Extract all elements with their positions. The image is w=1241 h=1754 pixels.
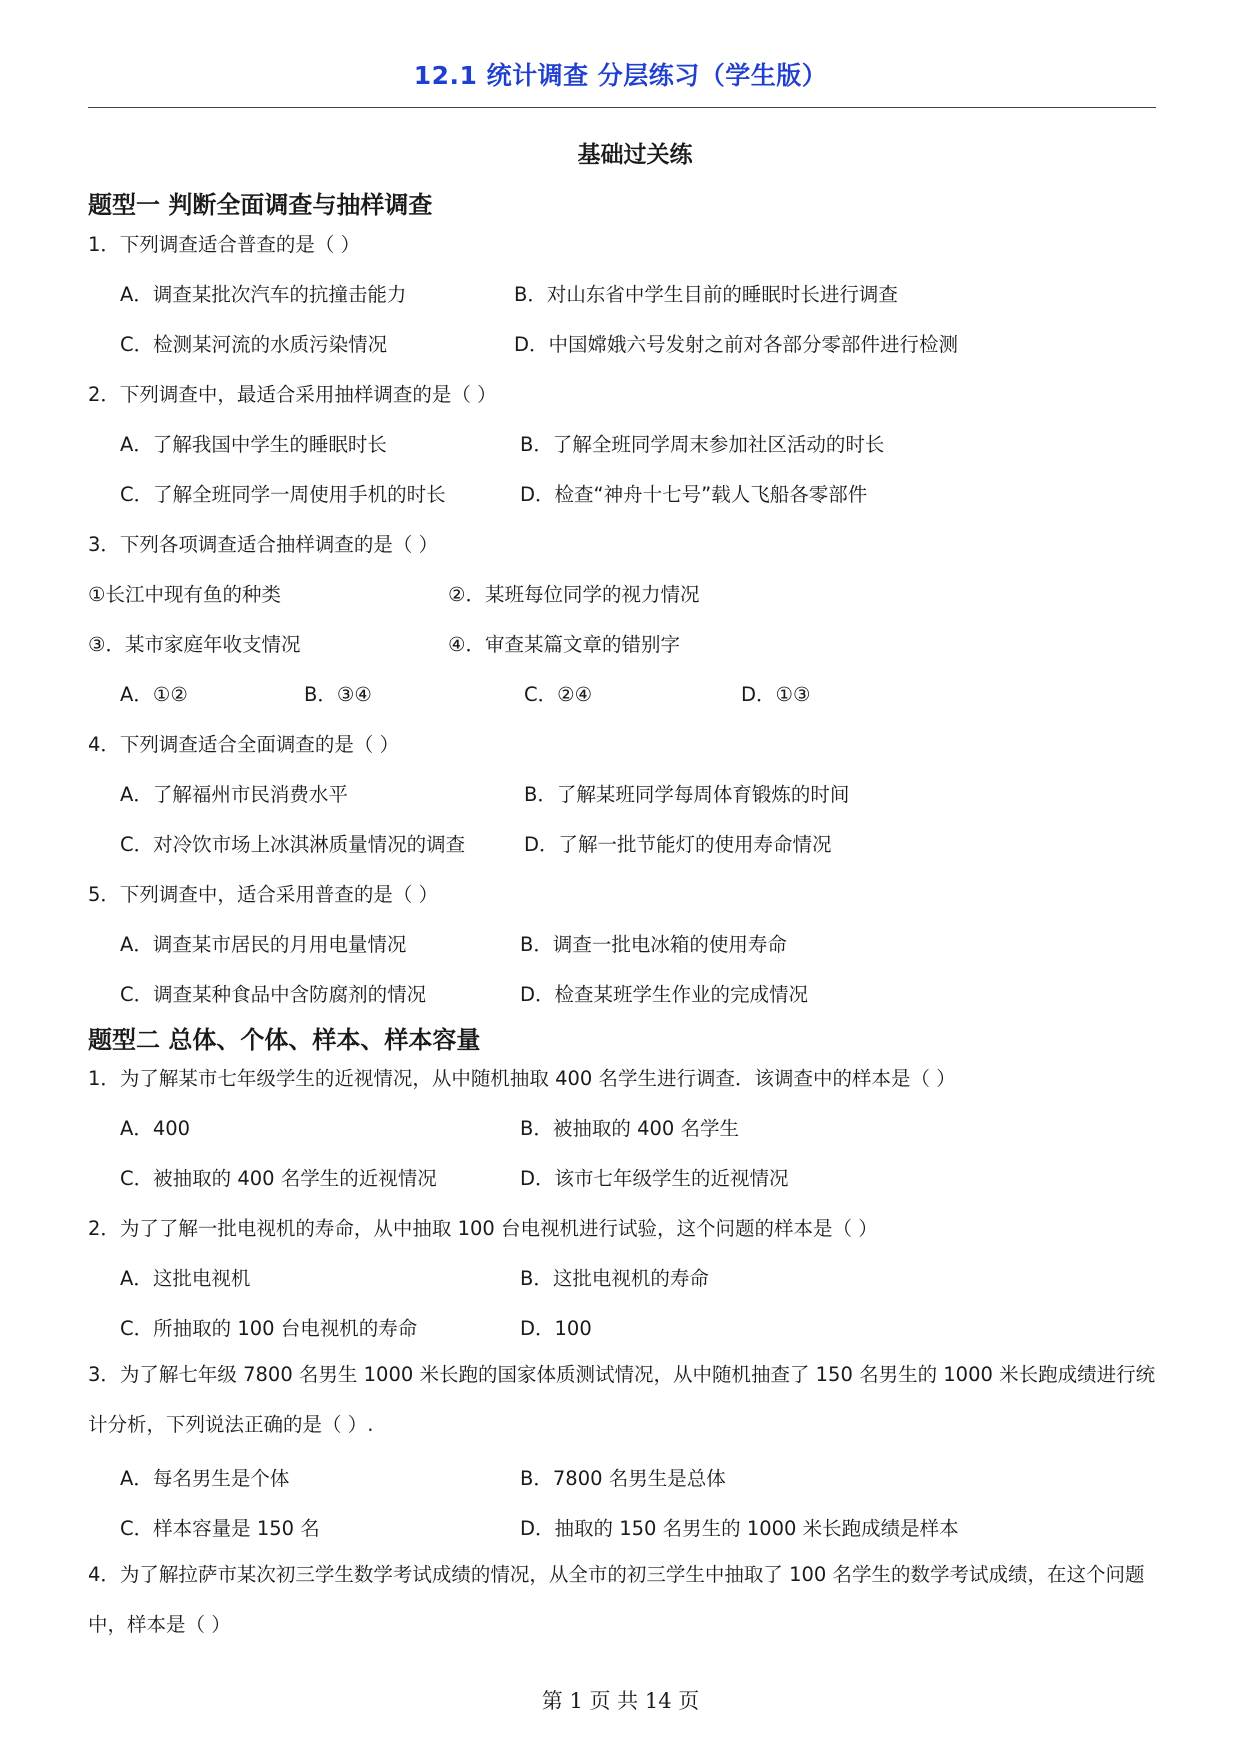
t1-q3-stem: 3．下列各项调查适合抽样调查的是（ ） xyxy=(88,533,439,556)
t2-q2-option-d: D．100 xyxy=(520,1317,592,1340)
t1-q3-option-c: C．②④ xyxy=(524,683,593,706)
t1-q2-option-a: A．了解我国中学生的睡眠时长 xyxy=(120,433,387,456)
t1-q2-option-d: D．检查“神舟十七号”载人飞船各零部件 xyxy=(520,483,868,506)
t2-q2-option-a: A．这批电视机 xyxy=(120,1267,251,1290)
t1-q3-item-4: ④．审查某篇文章的错别字 xyxy=(448,633,680,656)
page-title: 12.1 统计调查 分层练习（学生版） xyxy=(413,61,828,90)
question-type-2-heading: 题型二 总体、个体、样本、样本容量 xyxy=(88,1026,481,1054)
t1-q3-option-b: B．③④ xyxy=(304,683,372,706)
t1-q4-option-b: B．了解某班同学每周体育锻炼的时间 xyxy=(524,783,850,806)
t1-q2-option-b: B．了解全班同学周末参加社区活动的时长 xyxy=(520,433,885,456)
t1-q1-stem: 1．下列调查适合普查的是（ ） xyxy=(88,233,361,256)
t1-q4-option-d: D．了解一批节能灯的使用寿命情况 xyxy=(524,833,832,856)
t1-q1-option-d: D．中国嫦娥六号发射之前对各部分零部件进行检测 xyxy=(514,333,959,356)
t1-q5-option-a: A．调查某市居民的月用电量情况 xyxy=(120,933,407,956)
t2-q3-option-a: A．每名男生是个体 xyxy=(120,1467,290,1490)
t1-q2-option-c: C．了解全班同学一周使用手机的时长 xyxy=(120,483,446,506)
t1-q4-option-a: A．了解福州市民消费水平 xyxy=(120,783,348,806)
t1-q3-option-a: A．①② xyxy=(120,683,188,706)
page-number-text: 第 1 页 共 14 页 xyxy=(541,1689,700,1713)
t2-q3-stem: 3．为了解七年级 7800 名男生 1000 米长跑的国家体质测试情况，从中随机抽查了 150 名男生的 1000 米长跑成绩进行统计分析，下列说法正确的是（ ）. xyxy=(88,1363,1156,1436)
t2-q3-option-d: D．抽取的 150 名男生的 1000 米长跑成绩是样本 xyxy=(520,1517,959,1540)
t2-q1-option-b: B．被抽取的 400 名学生 xyxy=(520,1117,739,1140)
t2-q3-option-c: C．样本容量是 150 名 xyxy=(120,1517,320,1540)
t1-q3-item-1: ①长江中现有鱼的种类 xyxy=(88,583,281,606)
t1-q3-item-2: ②．某班每位同学的视力情况 xyxy=(448,583,700,606)
t1-q1-option-a: A．调查某批次汽车的抗撞击能力 xyxy=(120,283,407,306)
section-title: 基础过关练 xyxy=(577,142,693,168)
t2-q1-stem: 1．为了解某市七年级学生的近视情况，从中随机抽取 400 名学生进行调查．该调查中的样本是（ ） xyxy=(88,1067,956,1090)
t2-q1-option-d: D．该市七年级学生的近视情况 xyxy=(520,1167,789,1190)
t1-q1-option-c: C．检测某河流的水质污染情况 xyxy=(120,333,388,356)
page-number-footer xyxy=(0,1685,1241,1715)
t2-q2-stem: 2．为了了解一批电视机的寿命，从中抽取 100 台电视机进行试验，这个问题的样本是（ ） xyxy=(88,1217,878,1240)
question-type-1-heading: 题型一 判断全面调查与抽样调查 xyxy=(88,191,433,219)
t1-q5-option-d: D．检查某班学生作业的完成情况 xyxy=(520,983,809,1006)
t1-q3-option-d: D．①③ xyxy=(741,683,811,706)
header-divider xyxy=(88,107,1156,108)
t1-q5-stem: 5．下列调查中，适合采用普查的是（ ） xyxy=(88,883,439,906)
t2-q2-option-b: B．这批电视机的寿命 xyxy=(520,1267,709,1290)
t1-q5-option-b: B．调查一批电冰箱的使用寿命 xyxy=(520,933,787,956)
t1-q4-option-c: C．对冷饮市场上冰淇淋质量情况的调查 xyxy=(120,833,466,856)
t1-q1-option-b: B．对山东省中学生目前的睡眠时长进行调查 xyxy=(514,283,898,306)
t2-q4-stem: 4．为了解拉萨市某次初三学生数学考试成绩的情况，从全市的初三学生中抽取了 100 名学生的数学考试成绩，在这个问题中，样本是（ ） xyxy=(88,1563,1145,1636)
t2-q3-option-b: B．7800 名男生是总体 xyxy=(520,1467,726,1490)
t1-q3-item-3: ③．某市家庭年收支情况 xyxy=(88,633,301,656)
t2-q2-option-c: C．所抽取的 100 台电视机的寿命 xyxy=(120,1317,418,1340)
t2-q1-option-a: A．400 xyxy=(120,1117,191,1140)
t1-q2-stem: 2．下列调查中，最适合采用抽样调查的是（ ） xyxy=(88,383,497,406)
t1-q4-stem: 4．下列调查适合全面调查的是（ ） xyxy=(88,733,400,756)
t2-q1-option-c: C．被抽取的 400 名学生的近视情况 xyxy=(120,1167,437,1190)
t1-q5-option-c: C．调查某种食品中含防腐剂的情况 xyxy=(120,983,427,1006)
